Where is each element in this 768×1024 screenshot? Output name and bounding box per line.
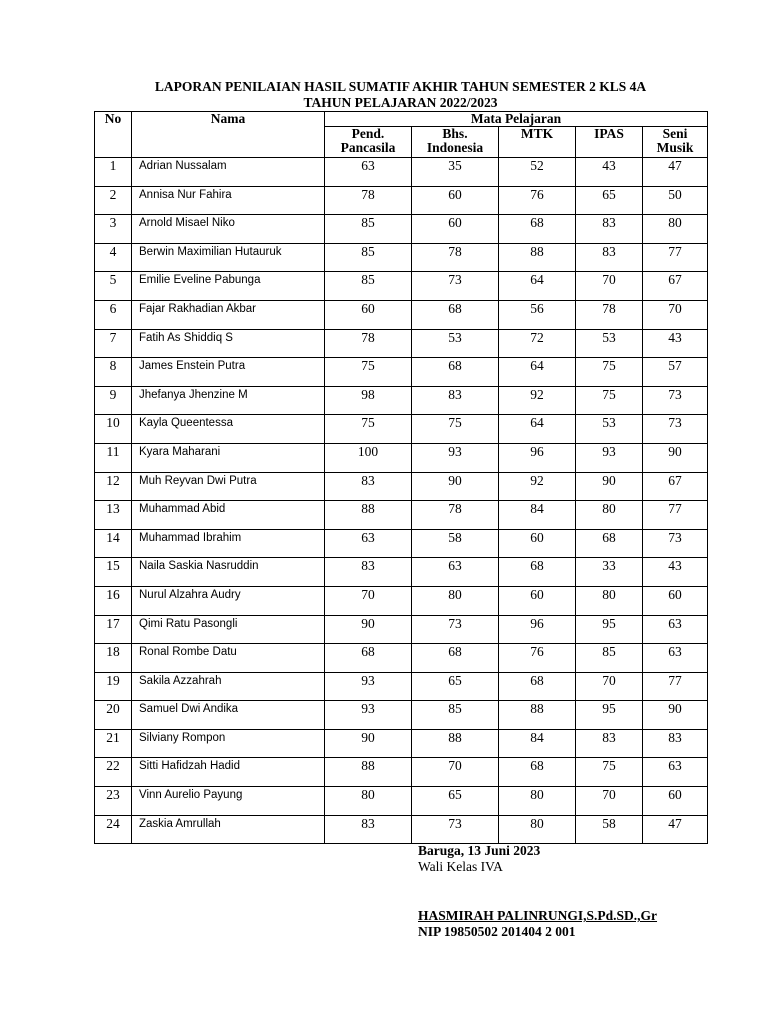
score-cell: 47 xyxy=(643,158,708,187)
score-cell: 80 xyxy=(643,215,708,244)
score-cell: 80 xyxy=(499,815,576,844)
score-cell: 75 xyxy=(576,758,643,787)
header-mata-pelajaran: Mata Pelajaran xyxy=(325,112,708,127)
score-cell: 70 xyxy=(412,758,499,787)
score-cell: 56 xyxy=(499,300,576,329)
score-cell: 76 xyxy=(499,644,576,673)
subject-line2: Pancasila xyxy=(340,140,396,155)
subject-line1: Pend. xyxy=(351,126,385,141)
student-name: Muhammad Ibrahim xyxy=(132,529,325,558)
student-name: Nurul Alzahra Audry xyxy=(132,586,325,615)
signature-role: Wali Kelas IVA xyxy=(418,859,503,874)
score-cell: 92 xyxy=(499,472,576,501)
score-cell: 78 xyxy=(412,243,499,272)
table-row xyxy=(95,586,708,615)
row-number: 21 xyxy=(95,729,132,758)
table-row xyxy=(95,529,708,558)
score-cell: 77 xyxy=(643,501,708,530)
row-number: 7 xyxy=(95,329,132,358)
score-cell: 77 xyxy=(643,672,708,701)
score-cell: 43 xyxy=(576,158,643,187)
student-name: Ronal Rombe Datu xyxy=(132,644,325,673)
score-cell: 93 xyxy=(412,443,499,472)
header-nama: Nama xyxy=(132,112,325,158)
score-cell: 53 xyxy=(576,415,643,444)
score-cell: 63 xyxy=(412,558,499,587)
score-cell: 60 xyxy=(325,300,412,329)
table-row xyxy=(95,215,708,244)
score-cell: 83 xyxy=(643,729,708,758)
score-cell: 76 xyxy=(499,186,576,215)
row-number: 14 xyxy=(95,529,132,558)
score-cell: 65 xyxy=(576,186,643,215)
score-cell: 68 xyxy=(499,215,576,244)
score-cell: 53 xyxy=(576,329,643,358)
subject-line1: IPAS xyxy=(594,126,624,141)
student-name: Jhefanya Jhenzine M xyxy=(132,386,325,415)
score-cell: 83 xyxy=(576,729,643,758)
row-number: 1 xyxy=(95,158,132,187)
student-name: Silviany Rompon xyxy=(132,729,325,758)
score-cell: 68 xyxy=(499,558,576,587)
table-row xyxy=(95,815,708,844)
score-cell: 64 xyxy=(499,272,576,301)
score-cell: 63 xyxy=(325,529,412,558)
score-cell: 93 xyxy=(325,672,412,701)
score-cell: 58 xyxy=(412,529,499,558)
score-cell: 60 xyxy=(412,186,499,215)
row-number: 20 xyxy=(95,701,132,730)
student-name: Sitti Hafidzah Hadid xyxy=(132,758,325,787)
score-cell: 60 xyxy=(499,586,576,615)
student-name: Arnold Misael Niko xyxy=(132,215,325,244)
score-cell: 68 xyxy=(412,300,499,329)
table-row xyxy=(95,729,708,758)
signature-place-date: Baruga, 13 Juni 2023 xyxy=(418,843,541,858)
score-cell: 88 xyxy=(412,729,499,758)
score-cell: 63 xyxy=(643,758,708,787)
report-title: LAPORAN PENILAIAN HASIL SUMATIF AKHIR TAHUN SEMESTER 2 KLS 4A xyxy=(154,79,647,94)
score-cell: 80 xyxy=(325,787,412,816)
table-row xyxy=(95,758,708,787)
table-row xyxy=(95,272,708,301)
score-cell: 64 xyxy=(499,358,576,387)
score-cell: 90 xyxy=(325,615,412,644)
score-cell: 77 xyxy=(643,243,708,272)
row-number: 19 xyxy=(95,672,132,701)
subject-line2: Indonesia xyxy=(426,140,484,155)
student-name: Naila Saskia Nasruddin xyxy=(132,558,325,587)
student-name: Kyara Maharani xyxy=(132,443,325,472)
score-cell: 60 xyxy=(643,586,708,615)
report-subtitle: TAHUN PELAJARAN 2022/2023 xyxy=(303,95,498,110)
score-cell: 73 xyxy=(412,272,499,301)
score-cell: 75 xyxy=(325,415,412,444)
score-cell: 68 xyxy=(499,758,576,787)
score-cell: 60 xyxy=(643,787,708,816)
student-name: Fajar Rakhadian Akbar xyxy=(132,300,325,329)
score-cell: 83 xyxy=(325,472,412,501)
row-number: 2 xyxy=(95,186,132,215)
score-cell: 33 xyxy=(576,558,643,587)
score-cell: 70 xyxy=(325,586,412,615)
score-cell: 68 xyxy=(576,529,643,558)
row-number: 6 xyxy=(95,300,132,329)
score-cell: 88 xyxy=(325,758,412,787)
table-row xyxy=(95,472,708,501)
student-name: Sakila Azzahrah xyxy=(132,672,325,701)
score-cell: 100 xyxy=(325,443,412,472)
score-cell: 95 xyxy=(576,615,643,644)
score-cell: 92 xyxy=(499,386,576,415)
score-cell: 85 xyxy=(412,701,499,730)
score-cell: 68 xyxy=(499,672,576,701)
signature-name: HASMIRAH PALINRUNGI,S.Pd.SD.,Gr xyxy=(418,908,658,923)
score-cell: 98 xyxy=(325,386,412,415)
student-name: Kayla Queentessa xyxy=(132,415,325,444)
score-cell: 73 xyxy=(412,615,499,644)
score-cell: 83 xyxy=(325,558,412,587)
row-number: 17 xyxy=(95,615,132,644)
table-row xyxy=(95,358,708,387)
table-row xyxy=(95,300,708,329)
row-number: 16 xyxy=(95,586,132,615)
score-cell: 53 xyxy=(412,329,499,358)
row-number: 13 xyxy=(95,501,132,530)
row-number: 8 xyxy=(95,358,132,387)
table-row xyxy=(95,243,708,272)
score-cell: 84 xyxy=(499,501,576,530)
score-cell: 95 xyxy=(576,701,643,730)
score-cell: 63 xyxy=(643,644,708,673)
score-cell: 90 xyxy=(576,472,643,501)
table-row xyxy=(95,186,708,215)
subject-line1: Seni xyxy=(662,126,688,141)
score-cell: 88 xyxy=(325,501,412,530)
score-cell: 70 xyxy=(576,672,643,701)
table-row xyxy=(95,329,708,358)
score-cell: 90 xyxy=(643,443,708,472)
score-cell: 78 xyxy=(412,501,499,530)
header-subject xyxy=(412,127,499,158)
score-cell: 85 xyxy=(576,644,643,673)
row-number: 24 xyxy=(95,815,132,844)
table-row xyxy=(95,787,708,816)
score-cell: 43 xyxy=(643,329,708,358)
score-cell: 75 xyxy=(325,358,412,387)
student-name: Annisa Nur Fahira xyxy=(132,186,325,215)
row-number: 11 xyxy=(95,443,132,472)
score-cell: 78 xyxy=(325,329,412,358)
score-cell: 84 xyxy=(499,729,576,758)
student-name: James Enstein Putra xyxy=(132,358,325,387)
subject-line2: Musik xyxy=(656,140,694,155)
student-name: Muhammad Abid xyxy=(132,501,325,530)
table-row xyxy=(95,672,708,701)
score-cell: 78 xyxy=(576,300,643,329)
row-number: 22 xyxy=(95,758,132,787)
student-name: Muh Reyvan Dwi Putra xyxy=(132,472,325,501)
score-cell: 35 xyxy=(412,158,499,187)
score-cell: 73 xyxy=(412,815,499,844)
score-cell: 96 xyxy=(499,615,576,644)
score-cell: 63 xyxy=(325,158,412,187)
score-cell: 75 xyxy=(576,358,643,387)
student-name: Vinn Aurelio Payung xyxy=(132,787,325,816)
score-cell: 47 xyxy=(643,815,708,844)
grades-table xyxy=(94,111,708,844)
score-cell: 93 xyxy=(325,701,412,730)
table-row xyxy=(95,615,708,644)
score-cell: 75 xyxy=(576,386,643,415)
row-number: 23 xyxy=(95,787,132,816)
row-number: 3 xyxy=(95,215,132,244)
score-cell: 88 xyxy=(499,701,576,730)
table-row xyxy=(95,558,708,587)
header-subject xyxy=(499,127,576,158)
student-name: Samuel Dwi Andika xyxy=(132,701,325,730)
score-cell: 58 xyxy=(576,815,643,844)
table-row xyxy=(95,644,708,673)
score-cell: 80 xyxy=(499,787,576,816)
score-cell: 50 xyxy=(643,186,708,215)
row-number: 10 xyxy=(95,415,132,444)
header-no: No xyxy=(95,112,132,158)
row-number: 5 xyxy=(95,272,132,301)
student-name: Berwin Maximilian Hutauruk xyxy=(132,243,325,272)
table-row xyxy=(95,443,708,472)
score-cell: 88 xyxy=(499,243,576,272)
score-cell: 90 xyxy=(412,472,499,501)
score-cell: 93 xyxy=(576,443,643,472)
score-cell: 65 xyxy=(412,672,499,701)
score-cell: 80 xyxy=(576,501,643,530)
score-cell: 70 xyxy=(576,787,643,816)
score-cell: 60 xyxy=(499,529,576,558)
table-row xyxy=(95,386,708,415)
score-cell: 90 xyxy=(643,701,708,730)
score-cell: 83 xyxy=(576,243,643,272)
score-cell: 68 xyxy=(412,358,499,387)
row-number: 15 xyxy=(95,558,132,587)
table-row xyxy=(95,501,708,530)
row-number: 18 xyxy=(95,644,132,673)
subject-line1: MTK xyxy=(520,126,554,141)
table-row xyxy=(95,158,708,187)
row-number: 4 xyxy=(95,243,132,272)
score-cell: 90 xyxy=(325,729,412,758)
score-cell: 72 xyxy=(499,329,576,358)
score-cell: 68 xyxy=(325,644,412,673)
score-cell: 65 xyxy=(412,787,499,816)
score-cell: 43 xyxy=(643,558,708,587)
student-name: Fatih As Shiddiq S xyxy=(132,329,325,358)
student-name: Emilie Eveline Pabunga xyxy=(132,272,325,301)
student-name: Zaskia Amrullah xyxy=(132,815,325,844)
score-cell: 96 xyxy=(499,443,576,472)
student-name: Adrian Nussalam xyxy=(132,158,325,187)
header-subject xyxy=(576,127,643,158)
score-cell: 83 xyxy=(412,386,499,415)
table-row xyxy=(95,701,708,730)
student-name: Qimi Ratu Pasongli xyxy=(132,615,325,644)
grade-rows xyxy=(95,158,708,844)
score-cell: 75 xyxy=(412,415,499,444)
score-cell: 73 xyxy=(643,529,708,558)
score-cell: 67 xyxy=(643,272,708,301)
score-cell: 70 xyxy=(576,272,643,301)
score-cell: 63 xyxy=(643,615,708,644)
score-cell: 83 xyxy=(325,815,412,844)
row-number: 9 xyxy=(95,386,132,415)
score-cell: 85 xyxy=(325,243,412,272)
score-cell: 80 xyxy=(576,586,643,615)
score-cell: 60 xyxy=(412,215,499,244)
table-row xyxy=(95,415,708,444)
row-number: 12 xyxy=(95,472,132,501)
score-cell: 68 xyxy=(412,644,499,673)
score-cell: 80 xyxy=(412,586,499,615)
signature-nip: NIP 19850502 201404 2 001 xyxy=(418,924,576,939)
header-subject xyxy=(325,127,412,158)
score-cell: 67 xyxy=(643,472,708,501)
score-cell: 57 xyxy=(643,358,708,387)
score-cell: 85 xyxy=(325,215,412,244)
score-cell: 64 xyxy=(499,415,576,444)
score-cell: 73 xyxy=(643,415,708,444)
subject-line1: Bhs. xyxy=(442,126,468,141)
score-cell: 52 xyxy=(499,158,576,187)
score-cell: 78 xyxy=(325,186,412,215)
header-subject xyxy=(643,127,708,158)
score-cell: 83 xyxy=(576,215,643,244)
score-cell: 73 xyxy=(643,386,708,415)
score-cell: 70 xyxy=(643,300,708,329)
score-cell: 85 xyxy=(325,272,412,301)
